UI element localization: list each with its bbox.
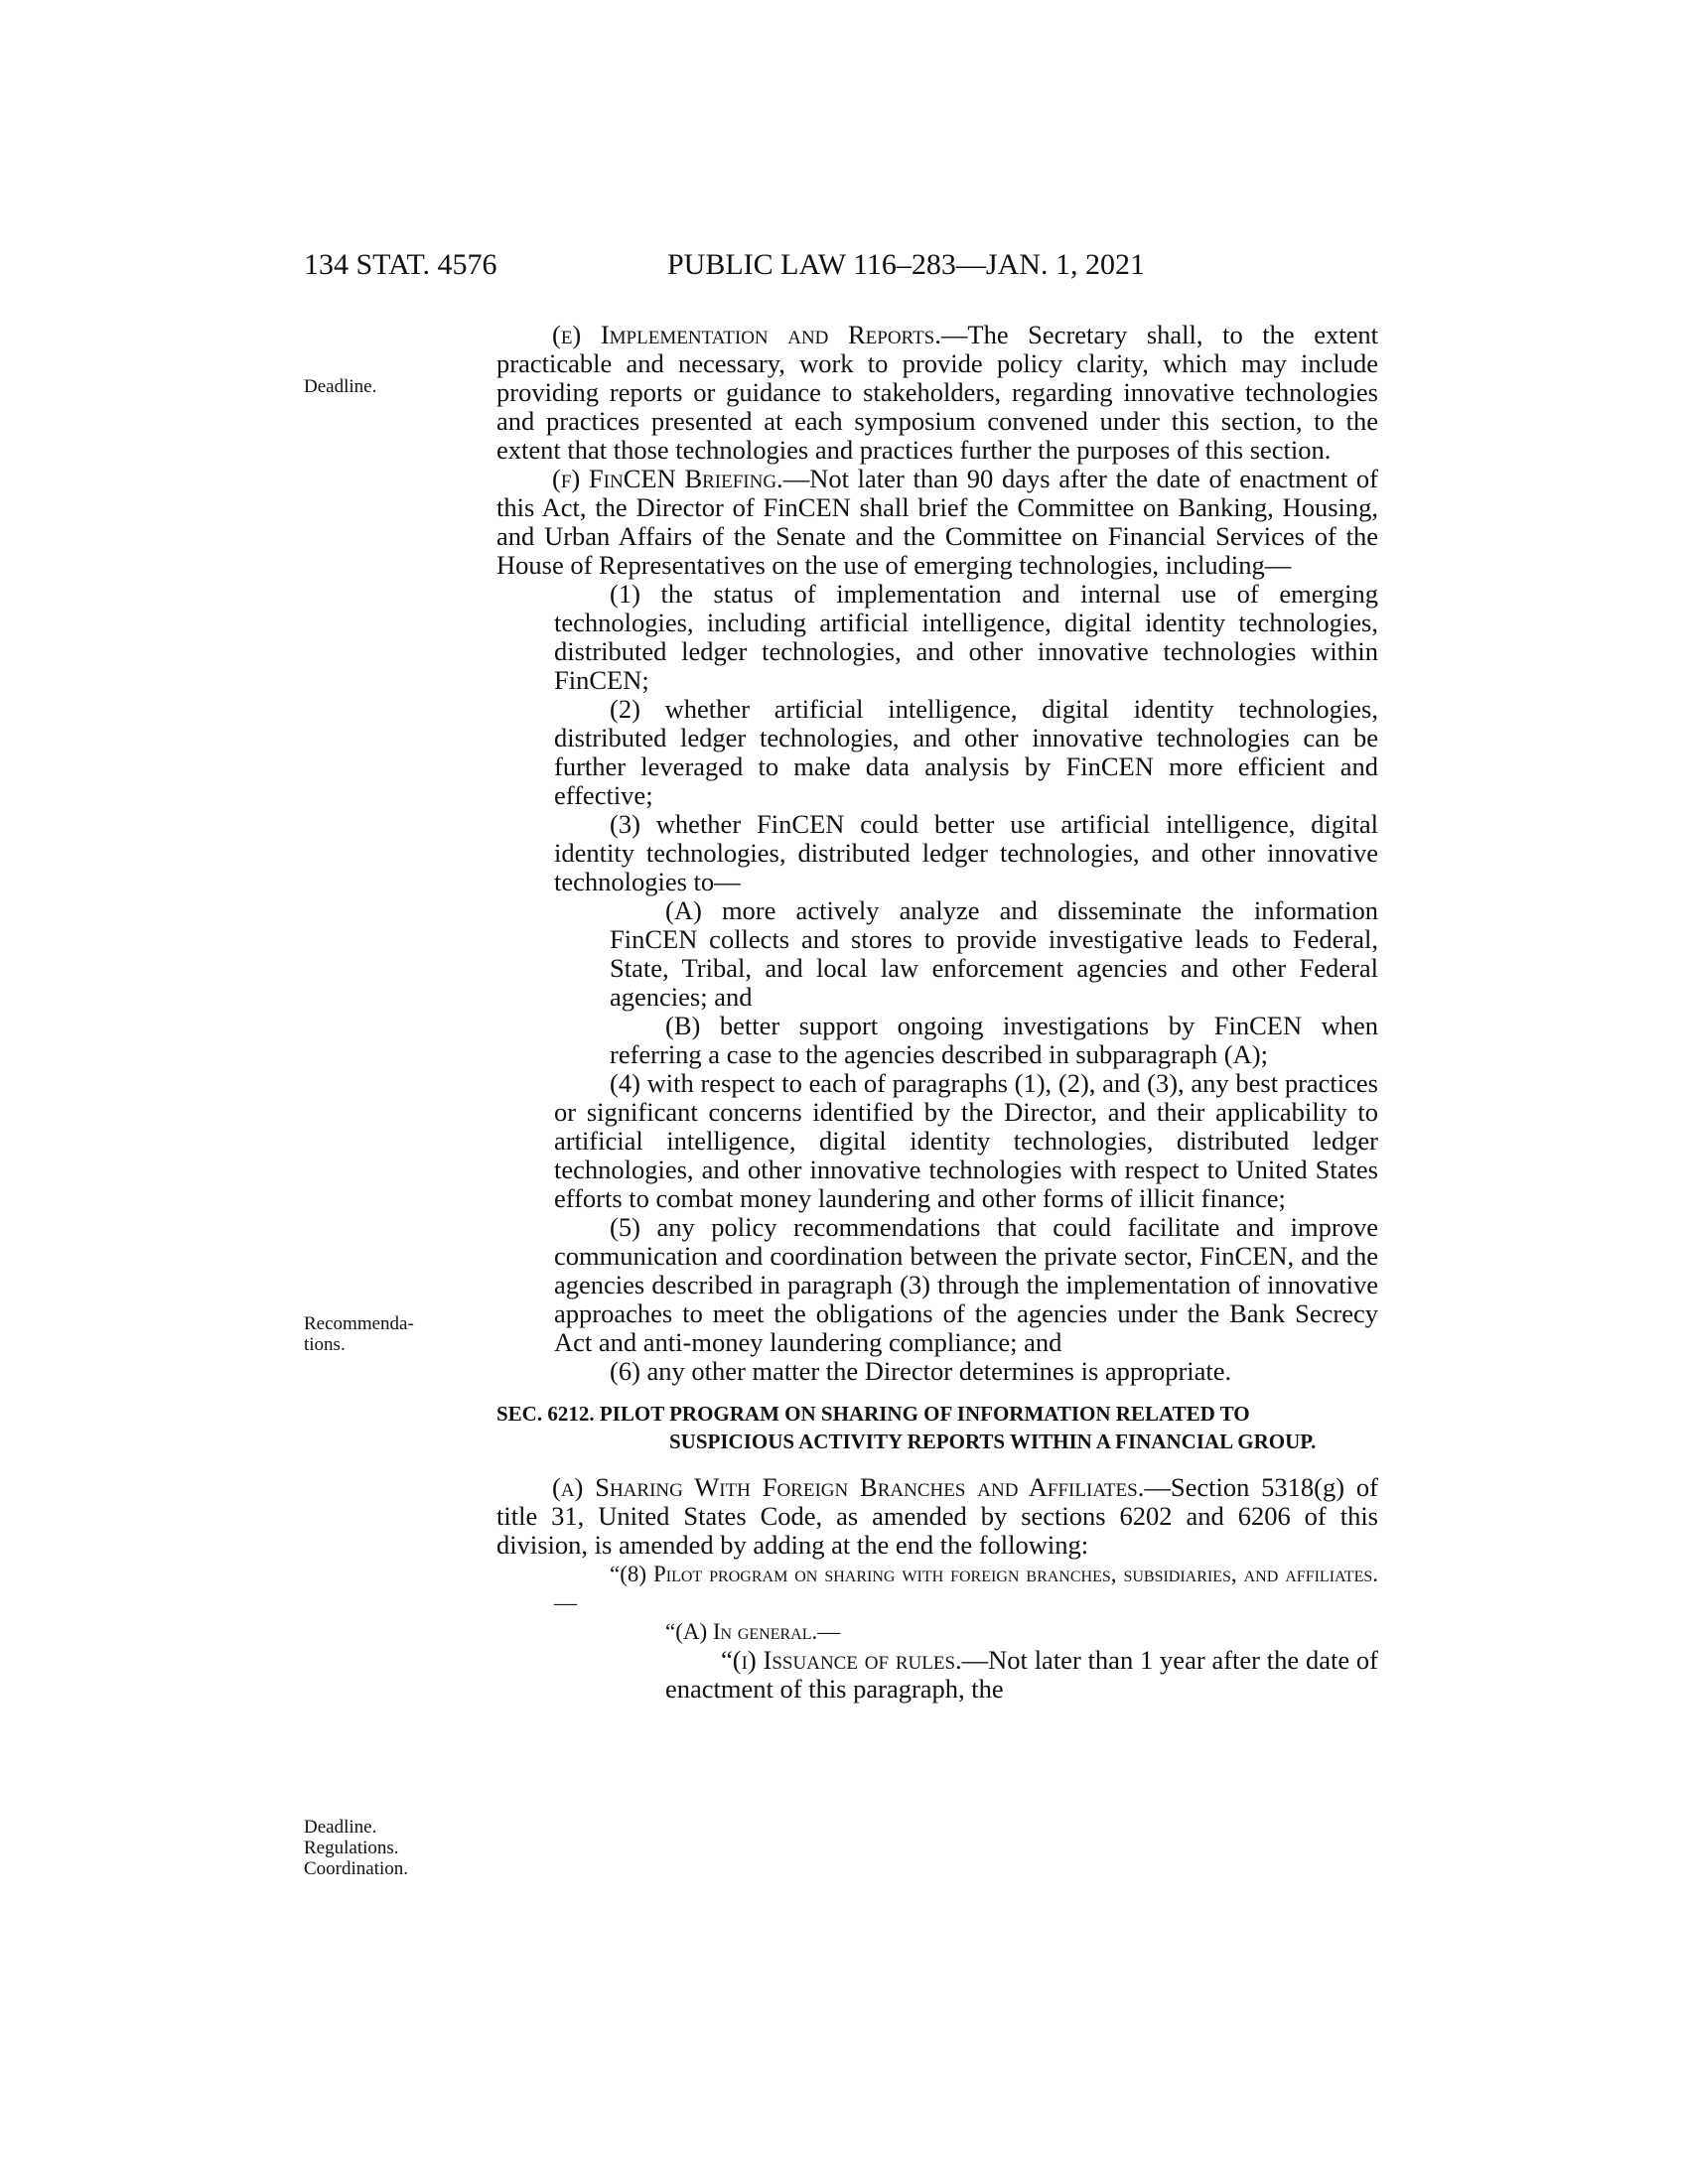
margin-note-regulations: Regulations. (304, 1838, 399, 1858)
subsection-f-text: —Not later than 90 days after the date of enactment of this Act, the Director of FinCEN shall brief the Committee on Banking, Housing, and Urban Affairs of the Senate and the Committee on Financial Services of the House of Representatives on the use of emerging technologies, including— (496, 464, 1378, 580)
margin-note-recommendations: Recommenda-tions. (304, 1313, 414, 1355)
section-heading: SEC. 6212. PILOT PROGRAM ON SHARING OF INFORMATION RELATED TO SUSPICIOUS ACTIVITY REPORTS WITHIN A FINANCIAL GROUP. (496, 1402, 1317, 1453)
paragraph-5: (5) any policy recommendations that could facilitate and improve communication and coordination between the private sector, FinCEN, and the agencies described in paragraph (3) through the implementation of innovative approaches to meet the obligations of the agencies under the Bank Secrecy Act and anti-money laundering compliance; and (554, 1212, 1378, 1357)
subsection-a (496, 1473, 1378, 1560)
paragraph-3: (3) whether FinCEN could better use artificial intelligence, digital identity technologies, distributed ledger technologies, and other innovative technologies to— (554, 809, 1378, 896)
margin-note-deadline-2 (304, 1817, 433, 1879)
subsection-f (496, 465, 1378, 580)
body-text (496, 321, 1378, 1704)
subparagraph-a-heading: “(A) In general.— (665, 1619, 841, 1644)
margin-note-coordination: Coordination. (304, 1858, 409, 1879)
clause-i-heading: “(i) Issuance of rules. (721, 1645, 962, 1675)
subsection-a-heading: (a) Sharing With Foreign Branches and Affiliates. (552, 1472, 1145, 1502)
margin-note-deadline-label: Deadline. (304, 1817, 377, 1838)
paragraph-2: (2) whether artificial intelligence, digital identity technologies, distributed ledger technologies, and other innovative technologies can be further leveraged to make data analysis by FinCEN more efficient and effective; (554, 694, 1378, 810)
page-header (304, 248, 1380, 288)
subsection-e-text: —The Secretary shall, to the extent practicable and necessary, work to provide policy clarity, which may include providing reports or guidance to stakeholders, regarding innovative technologies and practices presented at each symposium convened under this section, to the extent that those technologies and practices further the purposes of this section. (496, 320, 1378, 465)
public-law-title: PUBLIC LAW 116–283—JAN. 1, 2021 (667, 248, 1145, 281)
paragraph-8-heading: “(8) Pilot program on sharing with foreign branches, subsidiaries, and affiliates.— (554, 1562, 1378, 1615)
subsection-f-heading: (f) FinCEN Briefing. (552, 464, 783, 493)
clause-i-text: —Not later than 1 year after the date of enactment of this paragraph, the (665, 1645, 1378, 1704)
paragraph-6: (6) any other matter the Director determines is appropriate. (610, 1356, 1232, 1386)
subsection-e-heading: (e) Implementation and Reports. (552, 320, 941, 349)
margin-note-deadline: Deadline. (304, 376, 377, 397)
clause-i (665, 1646, 1378, 1704)
paragraph-4: (4) with respect to each of paragraphs (1), (2), and (3), any best practices or significant concerns identified by the Director, and their applicability to artificial intelligence, digital identity technologies, distributed ledger technologies, and other innovative technologies with respect to United States efforts to combat money laundering and other forms of illicit finance; (554, 1068, 1378, 1213)
subparagraph-b: (B) better support ongoing investigations by FinCEN when referring a case to the agencies described in subparagraph (A); (610, 1011, 1378, 1069)
subsection-a-text: —Section 5318(g) of title 31, United States Code, as amended by sections 6202 and 6206 of this division, is amended by adding at the end the following: (496, 1472, 1378, 1560)
subsection-e (496, 321, 1378, 465)
stat-page-number: 134 STAT. 4576 (304, 248, 497, 281)
paragraph-1: (1) the status of implementation and internal use of emerging technologies, including artificial intelligence, digital identity technologies, distributed ledger technologies, and other innovative technologies within FinCEN; (554, 579, 1378, 695)
subparagraph-a: (A) more actively analyze and disseminate the information FinCEN collects and stores to provide investigative leads to Federal, State, Tribal, and local law enforcement agencies and other Federal agencies; and (610, 895, 1378, 1012)
